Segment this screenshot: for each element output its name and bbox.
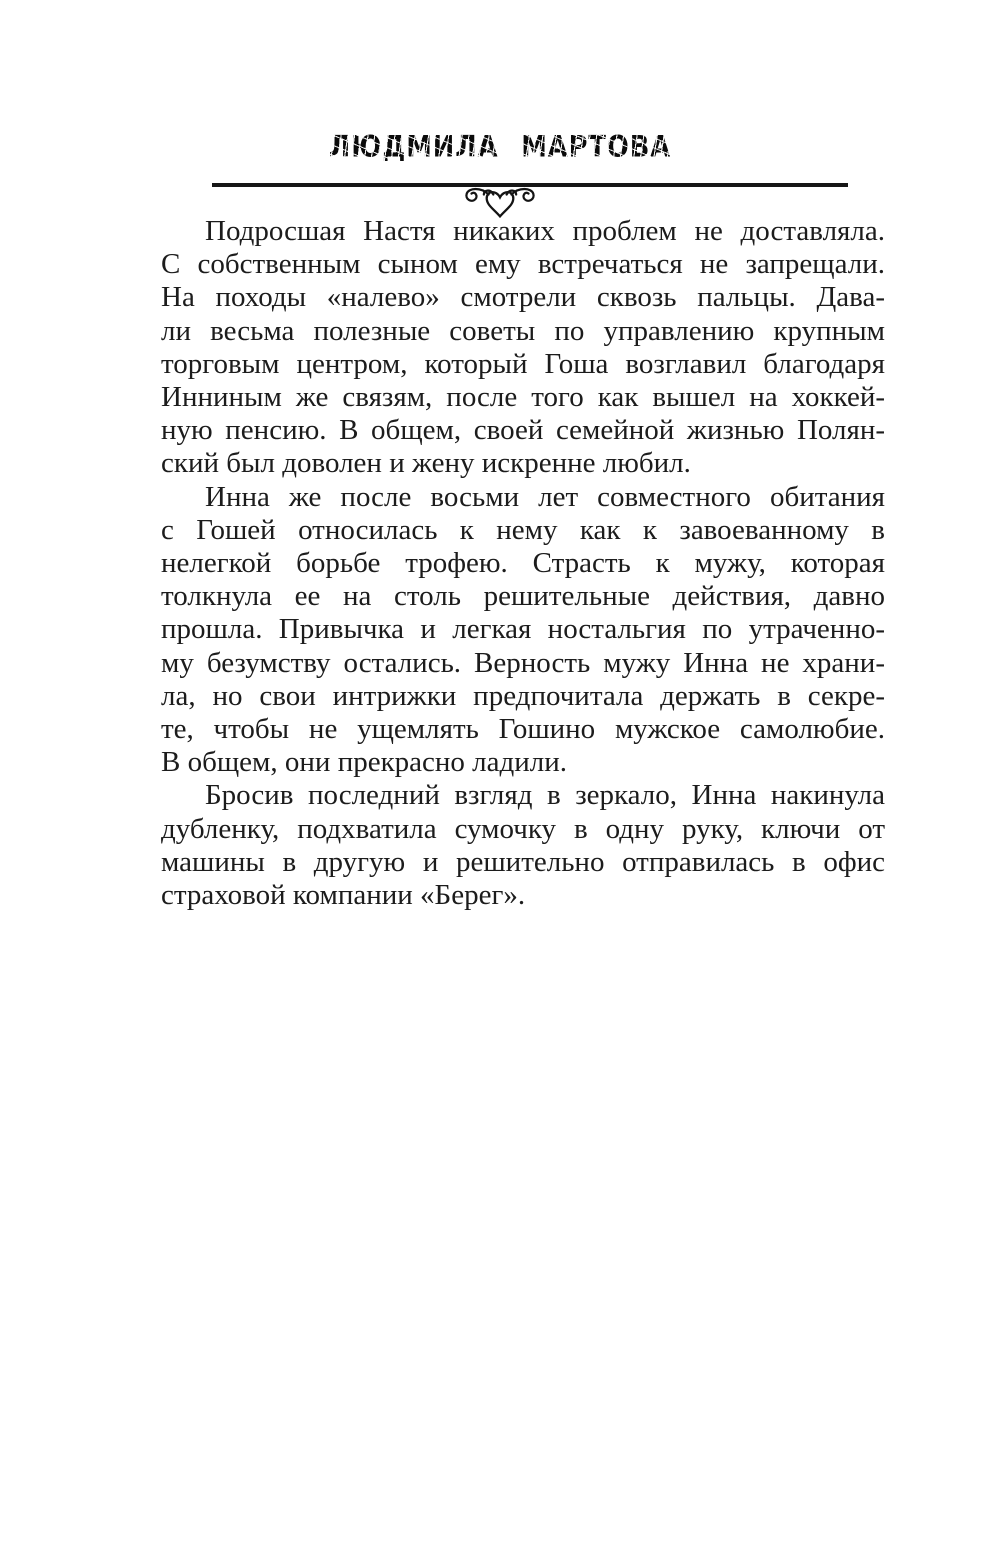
text-line: С собственным сыном ему встречаться не запрещали. <box>161 248 885 281</box>
text-line: нелегкой борьбе трофею. Страсть к мужу, которая <box>161 547 885 580</box>
text-line: страховой компании «Берег». <box>161 879 526 912</box>
text-line: толкнула ее на столь решительные действия, давно <box>161 580 885 613</box>
text-line: дубленку, подхватила сумочку в одну руку, ключи от <box>161 812 885 845</box>
text-line: торговым центром, который Гоша возглавил благодаря <box>161 347 885 380</box>
author-title: ЛЮДМИЛА МАРТОВА <box>40 129 960 164</box>
text-line: ную пенсию. В общем, своей семейной жизнью Полян- <box>161 414 885 447</box>
text-line: Подросшая Настя никаких проблем не доставляла. <box>205 215 885 247</box>
text-line: Инниным же связям, после того как вышел на хоккей- <box>161 381 885 414</box>
text-line: му безумству остались. Верность мужу Инна не храни- <box>161 646 885 679</box>
text-line: машины в другую и решительно отправилась в офис <box>161 845 885 878</box>
text-block <box>161 215 885 912</box>
text-line: ли весьма полезные советы по управлению крупным <box>161 314 885 347</box>
text-line: ла, но свои интрижки предпочитала держать в секре- <box>161 679 885 712</box>
text-line: ский был доволен и жену искренне любил. <box>161 447 691 480</box>
text-line: с Гошей относилась к нему как к завоеванному в <box>161 513 885 546</box>
text-line: В общем, они прекрасно ладили. <box>161 746 568 779</box>
text-line: На походы «налево» смотрели сквозь пальцы. Дава- <box>161 281 885 314</box>
text-line: те, чтобы не ущемлять Гошино мужское самолюбие. <box>161 713 885 746</box>
text-line: прошла. Привычка и легкая ностальгия по утраченно- <box>161 613 885 646</box>
text-line: Инна же после восьми лет совместного обитания <box>205 480 885 513</box>
text-line: Бросив последний взгляд в зеркало, Инна накинула <box>205 779 885 812</box>
